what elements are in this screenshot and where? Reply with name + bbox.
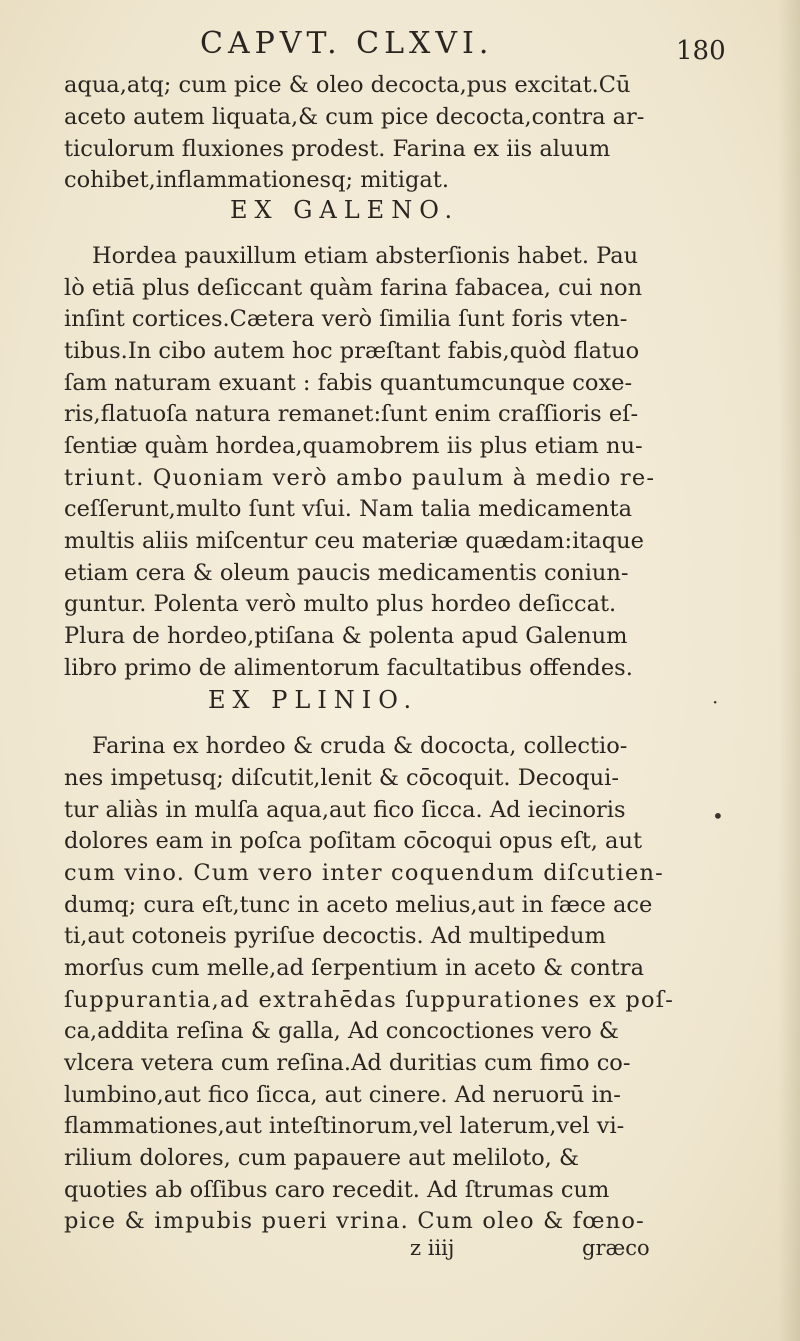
text-line: ticulorum fluxiones prodest. Farina ex iis aluum bbox=[64, 136, 611, 162]
running-header bbox=[0, 26, 800, 72]
margin-dot-mark: · bbox=[712, 690, 719, 714]
text-line: ca,addita reſina & galla, Ad concoctiones vero & bbox=[64, 1018, 619, 1044]
text-line: tibus.In cibo autem hoc præſtant fabis,quòd flatuo bbox=[64, 338, 640, 364]
catchword: græco bbox=[582, 1236, 650, 1260]
text-line: multis aliis miſcentur ceu materiæ quædam:itaque bbox=[64, 528, 644, 554]
text-line: lumbino,aut fico ſicca, aut cinere. Ad neruorū in- bbox=[64, 1082, 621, 1108]
text-line: quoties ab oſſibus caro recedit. Ad ſtrumas cum bbox=[64, 1177, 610, 1203]
text-line: ris,flatuoſa natura remanet:ſunt enim craſſioris eſ- bbox=[64, 401, 639, 427]
text-line: ti,aut cotoneis pyriſue decoctis. Ad multipedum bbox=[64, 923, 606, 949]
margin-bullet-mark: • bbox=[712, 804, 724, 828]
text-line: etiam cera & oleum paucis medicamentis coniun- bbox=[64, 560, 629, 586]
text-line: ſentiæ quàm hordea,quamobrem iis plus etiam nu- bbox=[64, 433, 643, 459]
text-line: Hordea pauxillum etiam absterſionis habet. Pau bbox=[92, 243, 639, 269]
text-line: triunt. Quoniam verò ambo paulum à medio re- bbox=[64, 465, 656, 491]
text-line: rilium dolores, cum papauere aut meliloto, & bbox=[64, 1145, 579, 1171]
text-line: Farina ex hordeo & cruda & dococta, collectio- bbox=[92, 733, 628, 759]
text-line: ſam naturam exuant : fabis quantumcunque coxe- bbox=[64, 370, 633, 396]
section-heading: EX GALENO. bbox=[230, 196, 460, 224]
signature-mark: z iiij bbox=[410, 1236, 455, 1260]
text-line: aqua,atq; cum pice & oleo decocta,pus excitat.Cū bbox=[64, 72, 631, 98]
text-line: tur aliàs in mulſa aqua,aut fico ſicca. Ad iecinoris bbox=[64, 797, 626, 823]
text-line: dumq; cura eſt,tunc in aceto melius,aut in fæce ace bbox=[64, 892, 653, 918]
text-line: Plura de hordeo,ptiſana & polenta apud Galenum bbox=[64, 623, 628, 649]
page-edge-shadow bbox=[778, 0, 800, 1341]
text-line: guntur. Polenta verò multo plus hordeo deſiccat. bbox=[64, 591, 617, 617]
text-line: libro primo de alimentorum facultatibus offendes. bbox=[64, 655, 633, 681]
text-line: ceſſerunt,multo ſunt vſui. Nam talia medicamenta bbox=[64, 496, 632, 522]
text-line: lò etiā plus deſiccant quàm farina fabacea, cui non bbox=[64, 275, 643, 301]
text-line: nes impetusq; diſcutit,lenit & cōcoquit. Decoqui- bbox=[64, 765, 619, 791]
text-line: flammationes,aut inteſtinorum,vel laterum,vel vi- bbox=[64, 1113, 625, 1139]
text-line: cohibet,inflammationesq; mitigat. bbox=[64, 167, 449, 193]
text-line: pice & impubis pueri vrina. Cum oleo & fœno- bbox=[64, 1208, 645, 1234]
text-line: morſus cum melle,ad ſerpentium in aceto & contra bbox=[64, 955, 644, 981]
section-heading: EX PLINIO. bbox=[208, 686, 419, 714]
text-line: vlcera vetera cum reſina.Ad duritias cum fimo co- bbox=[64, 1050, 631, 1076]
text-line: ſuppurantia,ad extrahēdas ſuppurationes ex poſ- bbox=[64, 987, 675, 1013]
folio-number: 180 bbox=[676, 36, 726, 66]
text-line: inſint cortices.Cætera verò ſimilia ſunt foris vten- bbox=[64, 306, 628, 332]
text-line: dolores eam in poſca poſitam cōcoqui opus eſt, aut bbox=[64, 828, 642, 854]
chapter-title: CAPVT. CLXVI. bbox=[200, 26, 494, 61]
text-line: cum vino. Cum vero inter coquendum diſcutien- bbox=[64, 860, 664, 886]
text-line: aceto autem liquata,& cum pice decocta,contra ar- bbox=[64, 104, 645, 130]
